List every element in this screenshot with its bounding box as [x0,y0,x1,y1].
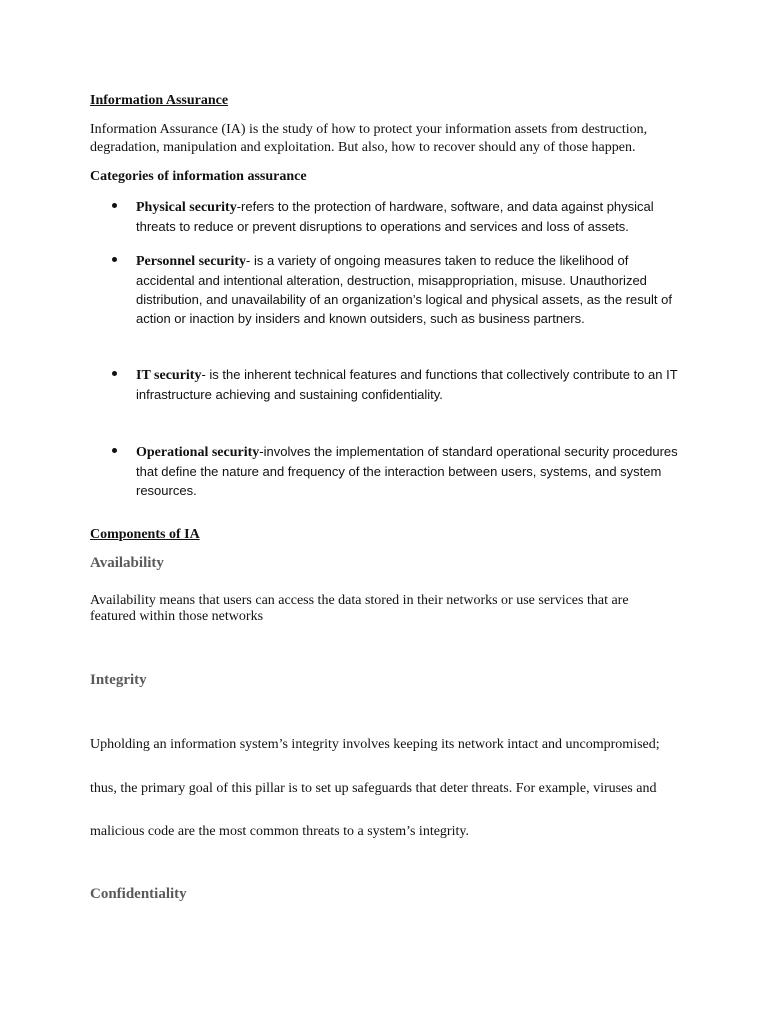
intro-line: Information Assurance (IA) is the study of how to protect your information assets from destruction, [90,122,648,137]
list-item-term: Physical security [136,200,237,215]
list-item-text [136,197,696,236]
integrity-heading: Integrity [90,672,147,688]
list-item-term: Operational security [136,445,260,460]
availability-line: Availability means that users can access the data stored in their networks or use services that are [90,593,629,608]
list-item-desc: - is a variety of ongoing measures taken to reduce the likelihood of [246,253,629,268]
list-item [112,442,692,502]
list-item [112,251,692,331]
availability-paragraph [90,593,690,625]
list-item-desc-line: accidental and intentional alteration, destruction, misappropriation, misuse. Unauthorized [136,273,647,288]
list-item-text [136,442,696,500]
list-item-term: Personnel security [136,254,247,269]
integrity-line: thus, the primary goal of this pillar is to set up safeguards that deter threats. For example, viruses and [90,781,657,796]
confidentiality-heading: Confidentiality [90,886,187,902]
availability-line: featured within those networks [90,609,264,624]
list-item-desc-line: action or inaction by insiders and known outsiders, such as business partners. [136,311,585,326]
intro-line: degradation, manipulation and exploitation. But also, how to recover should any of those happen. [90,140,636,155]
list-item-desc-line: infrastructure achieving and sustaining confidentiality. [136,387,443,402]
list-item [112,365,692,405]
bullet-icon [112,203,117,208]
list-item-desc: - is the inherent technical features and functions that collectively contribute to an IT [201,367,678,382]
list-item-text [136,365,696,404]
bullet-icon [112,448,117,453]
components-heading: Components of IA [90,527,200,542]
availability-heading: Availability [90,555,164,571]
integrity-line: malicious code are the most common threats to a system’s integrity. [90,824,469,839]
categories-heading: Categories of information assurance [90,169,307,184]
list-item-desc: -refers to the protection of hardware, software, and data against physical [236,199,654,214]
list-item [112,197,692,237]
list-item-term: IT security [136,368,202,383]
list-item-desc-line: distribution, and unavailability of an organization’s logical and physical assets, as the result of [136,292,672,307]
list-item-desc: -involves the implementation of standard operational security procedures [259,444,678,459]
list-item-desc-line: threats to reduce or prevent disruptions to operations and services and loss of assets. [136,219,629,234]
bullet-icon [112,371,117,376]
list-item-desc-line: resources. [136,483,197,498]
document-title: Information Assurance [90,93,229,108]
bullet-icon [112,257,117,262]
list-item-desc-line: that define the nature and frequency of the interaction between users, systems, and system [136,464,662,479]
intro-paragraph [90,121,690,157]
integrity-line: Upholding an information system’s integrity involves keeping its network intact and uncompromised; [90,737,660,752]
list-item-text [136,251,696,328]
